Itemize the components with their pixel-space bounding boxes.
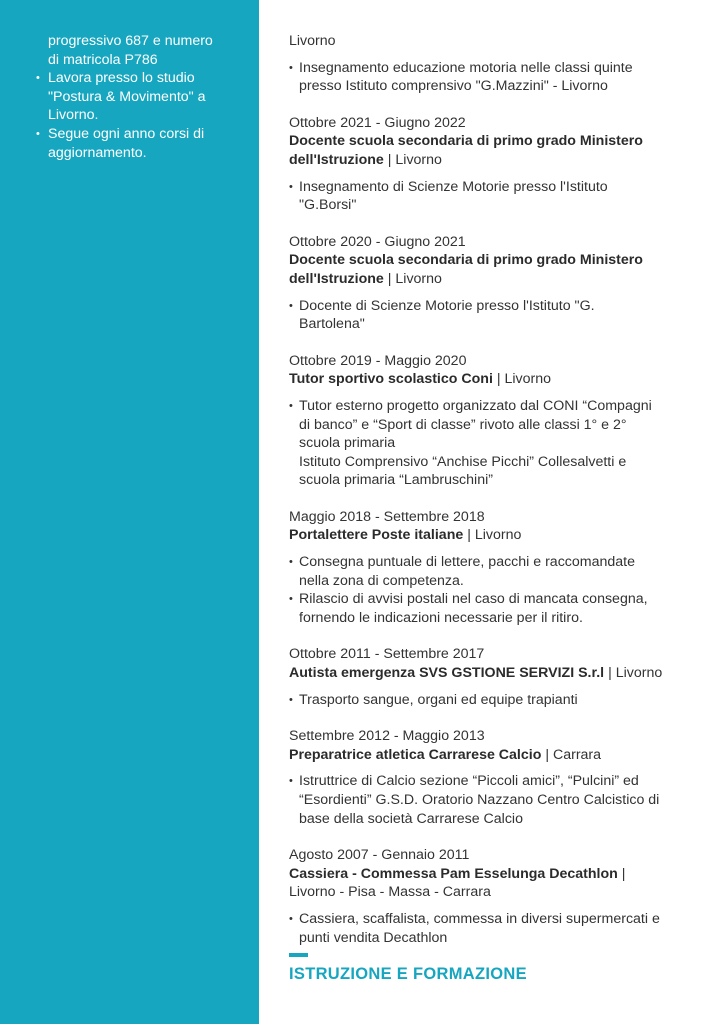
job-place-line2: Livorno - Pisa - Massa - Carrara [289, 884, 491, 901]
job-entry [289, 352, 699, 490]
bullet-line: • Istruttrice di Calcio sezione “Piccoli amici”, “Pulcini” ed [299, 773, 639, 790]
job-place: | Livorno [608, 665, 663, 682]
job-location: Livorno [289, 33, 336, 49]
job-title [289, 746, 699, 765]
job-bullets [289, 910, 699, 947]
job-bullet [289, 59, 699, 96]
bullet-line: • Rilascio di avvisi postali nel caso di mancata consegna, [299, 591, 648, 608]
job-bullets [289, 59, 699, 96]
job-entry [289, 114, 699, 215]
job-place: | Carrara [545, 746, 602, 763]
job-entry [289, 846, 699, 947]
sidebar-list [36, 32, 236, 162]
job-title [289, 251, 699, 288]
sidebar-item [36, 32, 236, 69]
job-title [289, 865, 699, 884]
job-role: Portalettere Poste italiane [289, 527, 464, 544]
bullet-line: • Tutor esterno progetto organizzato dal CONI “Compagni [299, 397, 652, 414]
job-entry [289, 508, 699, 628]
bullet-line: • Docente di Scienze Motorie presso l'Istituto "G. [299, 297, 595, 314]
section-accent-bar [289, 953, 308, 957]
job-role: dell'Istruzione [289, 151, 384, 168]
bullet-line: • Insegnamento educazione motoria nelle classi quinte [299, 59, 633, 76]
bullet-line: • Consegna puntuale di lettere, pacchi e raccomandate [299, 554, 635, 571]
job-role: Docente scuola secondaria di primo grado Ministero [289, 133, 643, 150]
job-role: Cassiera - Commessa Pam Esselunga Decathlon [289, 865, 618, 882]
bullet-line: Bartolena" [299, 316, 365, 333]
job-date: Ottobre 2020 - Giugno 2021 [289, 233, 466, 250]
bullet-line: scuola primaria “Lambruschini” [299, 472, 493, 489]
job-place: | Livorno [387, 151, 442, 168]
job-role: Tutor sportivo scolastico Coni [289, 371, 493, 388]
job-entry-continued [289, 32, 699, 96]
job-title [289, 664, 699, 683]
section-heading: ISTRUZIONE E FORMAZIONE [289, 965, 527, 983]
job-place: | Livorno [387, 270, 442, 287]
job-list [289, 114, 699, 947]
sidebar-line: progressivo 687 e numero [48, 33, 213, 49]
bullet-line: fornendo le indicazioni necessarie per il ritiro. [299, 609, 583, 626]
job-bullets [289, 553, 699, 627]
sidebar [0, 0, 259, 1024]
job-bullets [289, 297, 699, 334]
job-bullet [289, 297, 699, 334]
job-bullet [289, 178, 699, 215]
sidebar-line: aggiornamento. [48, 144, 147, 161]
job-place: | Livorno [467, 527, 522, 544]
job-date: Ottobre 2019 - Maggio 2020 [289, 352, 467, 369]
bullet-line: • Insegnamento di Scienze Motorie presso l'Istituto [299, 178, 608, 195]
job-date: Ottobre 2011 - Settembre 2017 [289, 646, 485, 663]
job-place: | [621, 865, 626, 882]
sidebar-item [36, 69, 236, 125]
job-bullet [289, 910, 699, 947]
sidebar-line: • Lavora presso lo studio [48, 70, 195, 87]
job-role: Preparatrice atletica Carrarese Calcio [289, 746, 542, 763]
bullet-line: di banco” e “Sport di classe” rivoto alle classi 1° e 2° [299, 416, 627, 433]
sidebar-line: di matricola P786 [48, 51, 158, 68]
bullet-line: “Esordienti” G.S.D. Oratorio Nazzano Centro Calcistico di [299, 792, 660, 808]
job-entry [289, 727, 699, 828]
job-role: Autista emergenza SVS GSTIONE SERVIZI S.r.l [289, 665, 605, 682]
job-bullet [289, 590, 699, 627]
bullet-line: base della società Carrarese Calcio [299, 810, 523, 827]
job-bullets [289, 397, 699, 490]
sidebar-line: Livorno. [48, 107, 99, 124]
job-title [289, 526, 699, 545]
bullet-line: punti vendita Decathlon [299, 929, 448, 946]
bullet-line: scuola primaria [299, 435, 396, 452]
bullet-line: nella zona di competenza. [299, 572, 464, 589]
job-bullet [289, 772, 699, 828]
job-bullets [289, 178, 699, 215]
bullet-line: • Trasporto sangue, organi ed equipe trapianti [299, 691, 578, 708]
bullet-line: presso Istituto comprensivo "G.Mazzini" - Livorno [299, 78, 608, 95]
sidebar-line: • Segue ogni anno corsi di [48, 125, 205, 142]
job-bullet [289, 553, 699, 590]
job-entry [289, 645, 699, 709]
job-date: Maggio 2018 - Settembre 2018 [289, 508, 485, 525]
job-date: Settembre 2012 - Maggio 2013 [289, 728, 485, 745]
job-date: Ottobre 2021 - Giugno 2022 [289, 114, 466, 131]
job-bullet [289, 397, 699, 490]
job-title [289, 370, 699, 389]
job-place: | Livorno [496, 371, 552, 388]
job-date: Agosto 2007 - Gennaio 2011 [289, 847, 470, 864]
job-entry [289, 233, 699, 334]
section-education [289, 953, 527, 984]
sidebar-line: "Postura & Movimento" a [48, 88, 206, 105]
job-role: dell'Istruzione [289, 270, 384, 287]
job-role: Docente scuola secondaria di primo grado Ministero [289, 252, 643, 269]
bullet-line: • Cassiera, scaffalista, commessa in diversi supermercati e [299, 910, 660, 927]
job-bullets [289, 772, 699, 828]
job-bullets [289, 691, 699, 710]
job-title [289, 132, 699, 169]
bullet-line: Istituto Comprensivo “Anchise Picchi” Collesalvetti e [299, 453, 627, 470]
job-bullet [289, 691, 699, 710]
experience-column [289, 32, 699, 965]
bullet-line: "G.Borsi" [299, 197, 357, 214]
sidebar-item [36, 125, 236, 162]
